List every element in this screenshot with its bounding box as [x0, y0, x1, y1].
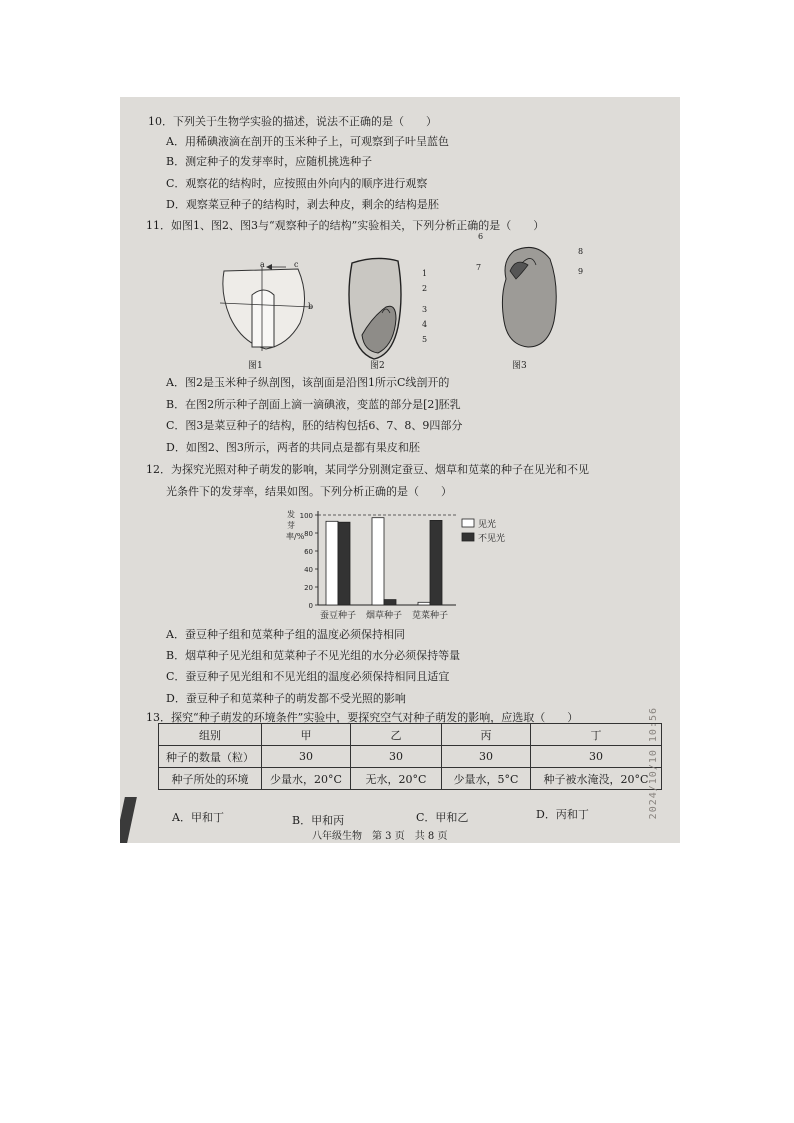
exam-paper-photo	[120, 97, 680, 843]
table-cell: 无水，20°C	[351, 768, 442, 790]
q13-stem: 13．探究“种子萌发的环境条件”实验中，要探究空气对种子萌发的影响，应选取（ ）	[146, 711, 579, 724]
fig2-label-5: 5	[422, 335, 428, 344]
fig3-bean-seed-diagram	[492, 235, 562, 355]
q10-option-a: A．用稀碘液滴在剖开的玉米种子上，可观察到子叶呈蓝色	[166, 135, 449, 148]
table-cell: 30	[262, 746, 351, 768]
fig2-label-4: 4	[422, 320, 428, 329]
table-row	[159, 768, 662, 790]
chart-y-tick-label: 80	[304, 530, 313, 538]
q10-option-d: D．观察菜豆种子的结构时，剥去种皮，剩余的结构是胚	[166, 198, 439, 211]
chart-y-tick-label: 100	[299, 512, 313, 520]
fig1-label-a: a	[260, 260, 265, 269]
fig3-caption: 图3	[512, 361, 527, 371]
chart-bar	[338, 522, 350, 605]
q12-option-d: D．蚕豆种子和苋菜种子的萌发都不受光照的影响	[166, 692, 406, 705]
table-cell: 少量水，5°C	[442, 768, 531, 790]
fig2-label-3: 3	[422, 305, 428, 314]
table-cell: 种子所处的环境	[159, 768, 262, 790]
page-edge-shadow	[120, 797, 137, 843]
fig1-caption: 图1	[248, 361, 263, 371]
photo-timestamp: 2024/10/10 10:56	[648, 707, 659, 820]
table-cell: 少量水，20°C	[262, 768, 351, 790]
q12-option-c: C．蚕豆种子见光组和不见光组的温度必须保持相同且适宜	[166, 670, 450, 683]
table-header-cell: 组别	[159, 724, 262, 746]
q13-option-b: B．甲和丙	[292, 814, 345, 827]
chart-bar	[418, 602, 430, 605]
chart-legend-swatch	[462, 533, 474, 541]
fig2-label-1: 1	[422, 269, 428, 278]
chart-category-label: 烟草种子	[365, 611, 403, 621]
q10-option-b: B．测定种子的发芽率时，应随机挑选种子	[166, 155, 373, 168]
chart-bar	[372, 518, 384, 605]
chart-y-tick-label: 0	[308, 602, 313, 610]
germination-bar-chart	[296, 505, 536, 629]
q13-option-c: C．甲和乙	[416, 811, 469, 824]
chart-legend-label: 不见光	[478, 534, 506, 544]
q13-table	[158, 723, 662, 790]
chart-y-tick-label: 20	[304, 584, 313, 592]
q11-option-c: C．图3是菜豆种子的结构，胚的结构包括6、7、8、9四部分	[166, 419, 463, 432]
chart-bar	[326, 521, 338, 605]
table-cell: 30	[531, 746, 662, 768]
chart-legend-swatch	[462, 519, 474, 527]
q13-option-a: A．甲和丁	[172, 811, 224, 824]
table-cell: 种子被水淹没，20°C	[531, 768, 662, 790]
chart-legend-label: 见光	[478, 520, 497, 530]
table-row	[159, 724, 662, 746]
q10-option-c: C．观察花的结构时，应按照由外向内的顺序进行观察	[166, 177, 428, 190]
fig2-caption: 图2	[370, 361, 385, 371]
q12-stem-line1: 12．为探究光照对种子萌发的影响，某同学分别测定蚕豆、烟草和苋菜的种子在见光和不见	[146, 463, 589, 476]
table-cell: 30	[442, 746, 531, 768]
chart-y-tick-label: 60	[304, 548, 313, 556]
fig3-label-6: 6	[478, 232, 484, 241]
q11-option-d: D．如图2、图3所示，两者的共同点是都有果皮和胚	[166, 441, 420, 454]
fig1-label-b: b	[308, 302, 314, 311]
q12-option-b: B．烟草种子见光组和苋菜种子不见光组的水分必须保持等量	[166, 649, 461, 662]
page-footer: 八年级生物 第 3 页 共 8 页	[312, 831, 448, 842]
chart-ylabel: 发芽率/%	[286, 510, 305, 541]
q11-option-a: A．图2是玉米种子纵剖图，该剖面是沿图1所示C线剖开的	[166, 376, 450, 389]
chart-bar	[430, 520, 442, 605]
q13-option-d: D．丙和丁	[536, 808, 589, 821]
fig3-label-9: 9	[578, 267, 584, 276]
fig3-label-7: 7	[476, 263, 482, 272]
q11-option-b: B．在图2所示种子剖面上滴一滴碘液，变蓝的部分是[2]胚乳	[166, 398, 461, 411]
chart-category-label: 蚕豆种子	[319, 611, 357, 621]
fig1-label-c: c	[294, 260, 299, 269]
table-header-cell: 丙	[442, 724, 531, 746]
chart-bar	[384, 600, 396, 605]
fig2-seed-section-diagram	[342, 255, 412, 363]
q11-stem: 11．如图1、图2、图3与“观察种子的结构”实验相关，下列分析正确的是（ ）	[146, 219, 545, 232]
fig2-label-2: 2	[422, 284, 428, 293]
table-header-cell: 丁	[531, 724, 662, 746]
chart-y-tick-label: 40	[304, 566, 313, 574]
fig3-label-8: 8	[578, 247, 584, 256]
q12-option-a: A．蚕豆种子组和苋菜种子组的温度必须保持相同	[166, 628, 405, 641]
q10-stem: 10．下列关于生物学实验的描述，说法不正确的是（ ）	[148, 115, 437, 128]
table-cell: 种子的数量（粒）	[159, 746, 262, 768]
q12-stem-line2: 光条件下的发芽率，结果如图。下列分析正确的是（ ）	[166, 485, 452, 498]
table-header-cell: 乙	[351, 724, 442, 746]
chart-category-label: 苋菜种子	[411, 611, 449, 621]
table-cell: 30	[351, 746, 442, 768]
table-row	[159, 746, 662, 768]
table-header-cell: 甲	[262, 724, 351, 746]
